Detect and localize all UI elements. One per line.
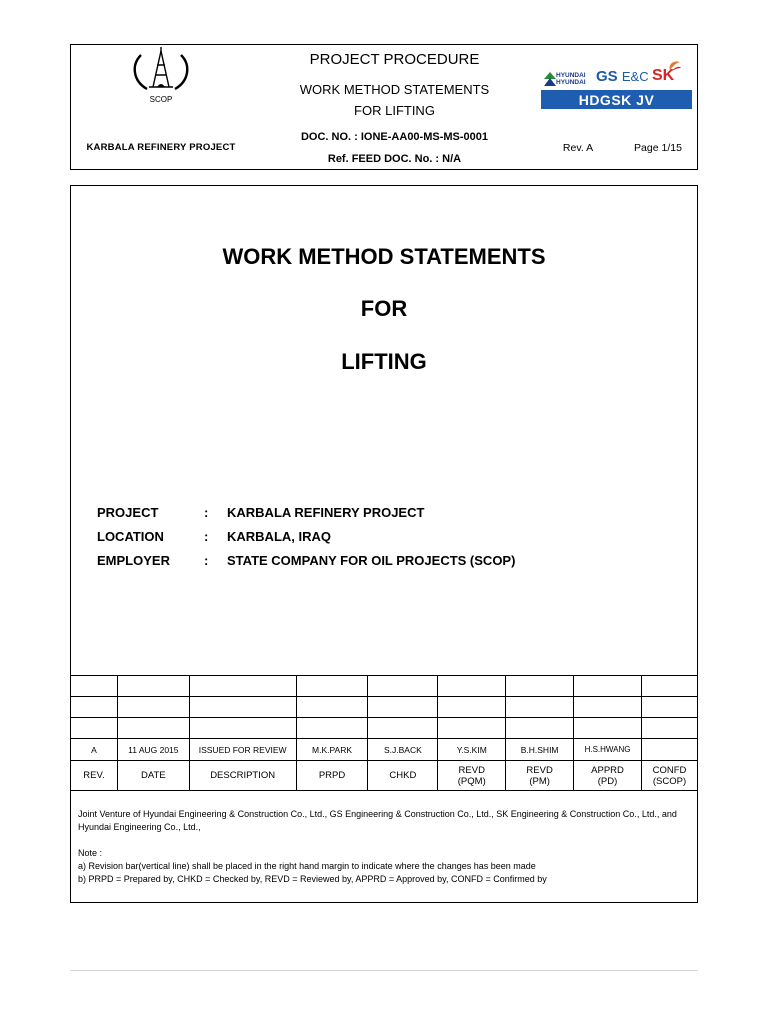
- project-short-name: KARBALA REFINERY PROJECT: [86, 142, 236, 153]
- table-cell: H.S.HWANG: [574, 739, 642, 761]
- revision-row-a: [71, 739, 698, 761]
- table-cell: S.J.BACK: [368, 739, 438, 761]
- table-header-cell: DESCRIPTION: [189, 761, 296, 791]
- hyundai-logo-text: [556, 72, 586, 86]
- table-header-cell: CONFD (SCOP): [642, 761, 698, 791]
- info-label: LOCATION: [97, 529, 164, 544]
- table-cell: ISSUED FOR REVIEW: [189, 739, 296, 761]
- table-header-cell: REVD (PM): [506, 761, 574, 791]
- note-b: b) PRPD = Prepared by, CHKD = Checked by, REVD = Reviewed by, APPRD = Approved by, CONFD = Confirmed by: [78, 874, 547, 884]
- header-doc-title: [251, 74, 538, 125]
- revision-label: Rev. A: [562, 141, 594, 154]
- table-cell: B.H.SHIM: [506, 739, 574, 761]
- cover-title-line1: WORK METHOD STATEMENTS: [222, 244, 546, 269]
- info-value: KARBALA REFINERY PROJECT: [227, 505, 425, 520]
- table-cell: [642, 739, 698, 761]
- revision-table: [70, 675, 698, 791]
- gs-logo: [596, 68, 649, 85]
- ref-feed-doc: Ref. FEED DOC. No. : N/A: [327, 153, 462, 165]
- table-header-cell: REV.: [71, 761, 118, 791]
- info-colon: :: [204, 505, 209, 520]
- brand-logos-row: [544, 60, 694, 88]
- table-header-cell: CHKD: [368, 761, 438, 791]
- header-doc-title-line2: FOR LIFTING: [354, 102, 435, 118]
- revision-header-row: [71, 761, 698, 791]
- cover-page-body: [70, 185, 698, 903]
- page-number: Page 1/15: [634, 141, 682, 154]
- hyundai-line-1: HYUNDAI: [556, 72, 586, 79]
- table-header-cell: DATE: [117, 761, 189, 791]
- table-header-cell: PRPD: [296, 761, 368, 791]
- page-bottom-divider: [70, 970, 698, 971]
- hyundai-triangle-icon: [544, 72, 556, 86]
- sk-logo-text: SK: [652, 67, 675, 84]
- info-value: STATE COMPANY FOR OIL PROJECTS (SCOP): [227, 553, 516, 568]
- note-label: Note :: [78, 848, 103, 858]
- jv-statement: Joint Venture of Hyundai Engineering & Construction Co., Ltd., GS Engineering & Construction Co., Ltd., SK Engineering & Construction Co., Ltd., and Hyundai Engineering Co., Ltd.,: [78, 809, 677, 832]
- info-colon: :: [204, 529, 209, 544]
- revision-row-empty: [71, 676, 698, 697]
- table-header-cell: APPRD (PD): [574, 761, 642, 791]
- header-doc-title-line1: WORK METHOD STATEMENTS: [299, 81, 490, 97]
- revision-row-empty: [71, 697, 698, 718]
- table-cell: M.K.PARK: [296, 739, 368, 761]
- document-header: [70, 44, 698, 170]
- revision-row-empty: [71, 718, 698, 739]
- procedure-title: PROJECT PROCEDURE: [309, 51, 480, 68]
- note-a: a) Revision bar(vertical line) shall be placed in the right hand margin to indicate where the changes has been made: [78, 861, 536, 871]
- scop-logo-label: SCOP: [149, 95, 173, 104]
- cover-title-line3: LIFTING: [341, 349, 427, 374]
- doc-number: DOC. NO. : IONE-AA00-MS-MS-0001: [300, 130, 489, 143]
- table-cell: Y.S.KIM: [438, 739, 506, 761]
- scop-logo-cell: [71, 45, 251, 125]
- info-label: PROJECT: [97, 505, 159, 520]
- table-header-cell: REVD (PQM): [438, 761, 506, 791]
- brand-logos-cell: [538, 45, 698, 125]
- cover-title-line2: FOR: [360, 296, 408, 321]
- info-label: EMPLOYER: [97, 553, 170, 568]
- info-colon: :: [204, 553, 209, 568]
- gs-logo-text: GS: [596, 68, 618, 85]
- table-cell: 11 AUG 2015: [117, 739, 189, 761]
- gs-logo-ec: E&C: [621, 69, 649, 84]
- hyundai-line-2: HYUNDAI: [556, 79, 586, 86]
- footer-notes: [78, 808, 688, 886]
- hdgsk-jv-banner: HDGSK JV: [541, 90, 692, 109]
- info-value: KARBALA, IRAQ: [227, 529, 331, 544]
- table-cell: A: [71, 739, 118, 761]
